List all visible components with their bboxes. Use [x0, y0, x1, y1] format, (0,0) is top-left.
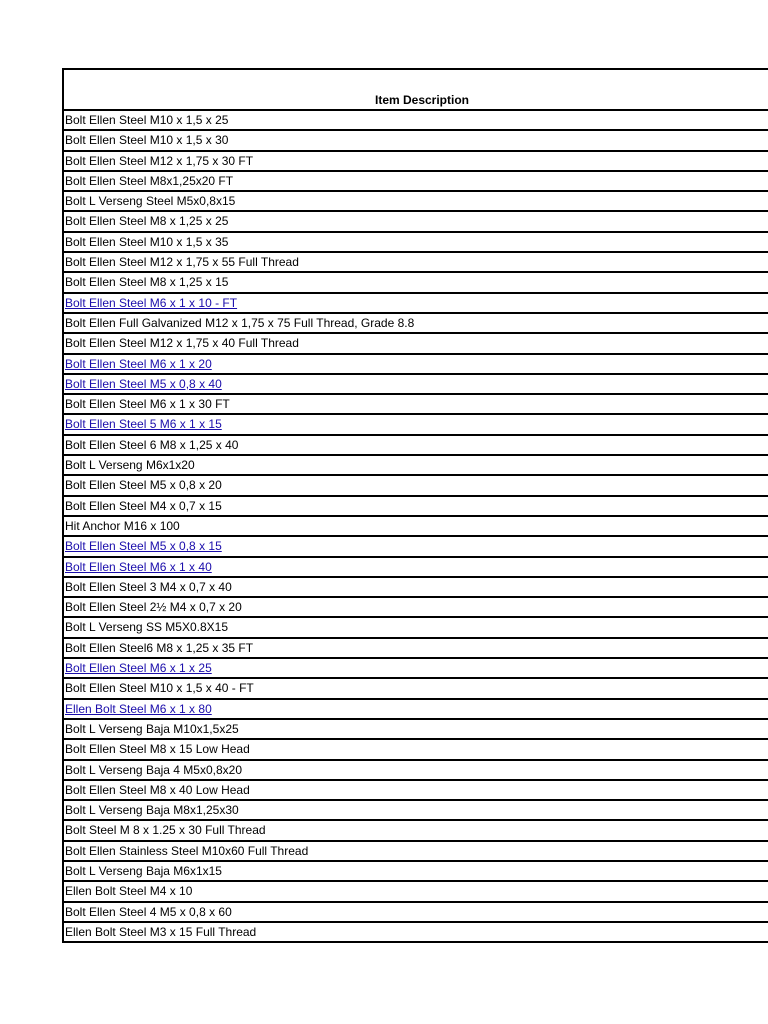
table-row: Bolt Ellen Steel M10 x 1,5 x 30 [64, 131, 768, 151]
table-row: Bolt L Verseng Baja M8x1,25x30 [64, 801, 768, 821]
table-row: Bolt Ellen Steel 2½ M4 x 0,7 x 20 [64, 598, 768, 618]
item-table [62, 68, 768, 943]
table-row-link[interactable]: Bolt Ellen Steel 5 M6 x 1 x 15 [64, 415, 768, 435]
table-row: Bolt L Verseng SS M5X0.8X15 [64, 618, 768, 638]
table-row-link[interactable]: Bolt Ellen Steel M5 x 0,8 x 40 [64, 375, 768, 395]
table-row: Bolt Ellen Steel 6 M8 x 1,25 x 40 [64, 436, 768, 456]
table-row: Bolt Ellen Steel M8 x 15 Low Head [64, 740, 768, 760]
table-row-link[interactable]: Bolt Ellen Steel M6 x 1 x 20 [64, 355, 768, 375]
table-row: Bolt Ellen Steel M8x1,25x20 FT [64, 172, 768, 192]
table-row-link[interactable]: Bolt Ellen Steel M6 x 1 x 25 [64, 659, 768, 679]
table-row: Bolt L Verseng M6x1x20 [64, 456, 768, 476]
table-row: Ellen Bolt Steel M4 x 10 [64, 882, 768, 902]
table-row: Bolt Ellen Steel M12 x 1,75 x 40 Full Thread [64, 334, 768, 354]
table-row: Bolt Ellen Steel M12 x 1,75 x 30 FT [64, 152, 768, 172]
table-row: Bolt Ellen Steel M10 x 1,5 x 25 [64, 111, 768, 131]
table-row: Bolt Steel M 8 x 1.25 x 30 Full Thread [64, 821, 768, 841]
table-row: Bolt Ellen Steel M8 x 1,25 x 15 [64, 273, 768, 293]
table-row: Bolt Ellen Steel M5 x 0,8 x 20 [64, 476, 768, 496]
table-row: Bolt Ellen Steel M6 x 1 x 30 FT [64, 395, 768, 415]
table-row: Bolt L Verseng Baja M6x1x15 [64, 862, 768, 882]
table-row: Bolt Ellen Steel M10 x 1,5 x 40 - FT [64, 679, 768, 699]
table-row: Bolt Ellen Steel6 M8 x 1,25 x 35 FT [64, 639, 768, 659]
table-row: Bolt Ellen Steel M8 x 40 Low Head [64, 781, 768, 801]
table-row: Bolt L Verseng Steel M5x0,8x15 [64, 192, 768, 212]
table-header [64, 70, 768, 111]
table-row: Bolt Ellen Steel M10 x 1,5 x 35 [64, 233, 768, 253]
table-row: Ellen Bolt Steel M3 x 15 Full Thread [64, 923, 768, 943]
column-header-item-description: Item Description [374, 93, 470, 107]
table-row-link[interactable]: Bolt Ellen Steel M6 x 1 x 10 - FT [64, 294, 768, 314]
table-row: Bolt Ellen Steel M12 x 1,75 x 55 Full Thread [64, 253, 768, 273]
table-row: Bolt Ellen Steel M8 x 1,25 x 25 [64, 212, 768, 232]
table-row: Bolt Ellen Steel 3 M4 x 0,7 x 40 [64, 578, 768, 598]
table-row-link[interactable]: Ellen Bolt Steel M6 x 1 x 80 [64, 700, 768, 720]
table-row: Hit Anchor M16 x 100 [64, 517, 768, 537]
table-body [64, 111, 768, 943]
table-row: Bolt Ellen Full Galvanized M12 x 1,75 x 75 Full Thread, Grade 8.8 [64, 314, 768, 334]
table-row: Bolt L Verseng Baja M10x1,5x25 [64, 720, 768, 740]
table-row: Bolt Ellen Steel 4 M5 x 0,8 x 60 [64, 903, 768, 923]
table-row: Bolt Ellen Stainless Steel M10x60 Full Thread [64, 842, 768, 862]
table-row-link[interactable]: Bolt Ellen Steel M6 x 1 x 40 [64, 558, 768, 578]
table-row: Bolt L Verseng Baja 4 M5x0,8x20 [64, 761, 768, 781]
table-row: Bolt Ellen Steel M4 x 0,7 x 15 [64, 497, 768, 517]
table-row-link[interactable]: Bolt Ellen Steel M5 x 0,8 x 15 [64, 537, 768, 557]
